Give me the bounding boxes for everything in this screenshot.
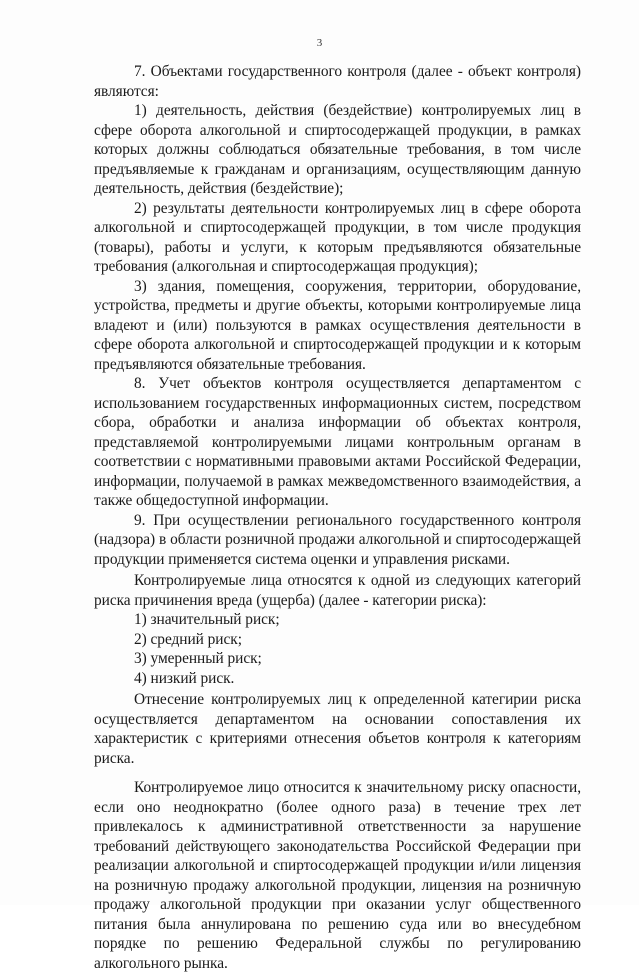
risk-category-3: 3) умеренный риск; [134,650,262,667]
document-body [94,62,581,973]
paragraph-7-item-3: 3) здания, помещения, сооружения, территории, оборудование, устройства, предметы и другие объекты, которыми контролируемые лица владеют и (или) пользуются в рамках осуществления деятельности в сфере оборота алкогольной и спиртосодержащей продукции и к которым предъявляются обязательные требования. [94,277,581,373]
risk-category-1: 1) значительный риск; [134,611,280,628]
paragraph-risk-assignment: Отнесение контролируемых лиц к определенной категирии риска осуществляется департаментом на основании сопоставления их характеристик с критериями отнесения объетов контроля к категориям риска. [94,691,581,767]
page-number: 3 [316,37,323,49]
paragraph-7: 7. Объектами государственного контроля (далее - объект контроля) являются: [94,63,581,100]
paragraph-significant-risk: Контролируемое лицо относится к значительному риску опасности, если оно неоднократно (более одного раза) в течение трех лет привлекалось к административной ответственности за нарушение требований действующего законодательства Российской Федерации при реализации алкогольной и спиртосодержащей продукции и/или лицензия на розничную продажу алкогольной продукции, лицензия на розничную продажу алкогольной продукции при оказании услуг общественного питания была аннулирована по решению суда или во внесудебном порядке по решению Федеральной службы по регулированию алкогольного рынка. [94,779,581,972]
paragraph-9: 9. При осуществлении регионального государственного контроля (надзора) в области розничной продажи алкогольной и спиртосодержащей продукции применяется система оценки и управления рисками. [94,511,581,568]
paragraph-risk-categories-intro: Контролируемые лица относятся к одной из следующих категорий риска причинения вреда (ущерба) (далее - категории риска): [94,572,581,609]
paragraph-7-item-2: 2) результаты деятельности контролируемых лиц в сфере оборота алкогольной и спиртосодержащей продукции, в том числе продукция (товары), работы и услуги, к которым предъявляются обязательные требования (алкогольная и спиртосодержащая продукция); [94,199,581,275]
risk-category-4: 4) низкий риск. [134,669,235,687]
paragraph-7-item-1: 1) деятельность, действия (бездействие) контролируемых лиц в сфере оборота алкогольной и спиртосодержащей продукции, в рамках которых должны соблюдаться обязательные требования, в том числе предъявляемые к гражданам и организациям, осуществляющим данную деятельность, действия (бездействие); [94,102,581,197]
paragraph-8: 8. Учет объектов контроля осуществляется департаментом с использованием государственных информационных систем, посредством сбора, обработки и анализа информации об объектах контроля, представляемой контролируемыми лицами контрольным органам в соответствии с нормативными правовыми актами Российской Федерации, информации, получаемой в рамках межведомственного взаимодействия, а также общедоступной информации. [94,375,581,509]
risk-category-2: 2) средний риск; [134,630,242,648]
